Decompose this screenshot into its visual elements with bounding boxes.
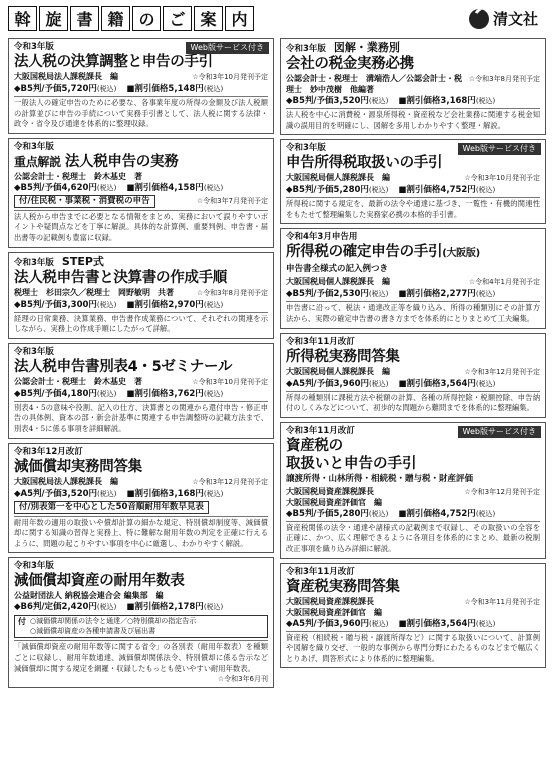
discount-tax: (税込) <box>203 389 224 398</box>
publication-date: ☆令和3年12月発刊予定 <box>464 487 540 496</box>
price <box>14 488 117 500</box>
price-tax: (税込) <box>97 489 117 498</box>
edition-text: 令和3年11月改訂 <box>286 336 355 347</box>
title-text: 法人税申告書と決算書の作成手順 <box>14 269 227 286</box>
publication-date: ☆令和3年10月発刊予定 <box>192 377 268 386</box>
book-entry[interactable] <box>280 139 546 224</box>
book-title <box>286 348 540 366</box>
discount-tax: (税込) <box>475 290 496 299</box>
author-row <box>286 486 540 508</box>
edition-text: 令和3年版 <box>14 42 54 52</box>
book-description: 一般法人の確定申告のために必要な、各事業年度の所得の金額及び法人税額の計算並びに申告の手続について実務手引書として、法人税に関する法律・政令・省令及び通達を体系的に整理収録。 <box>14 98 268 129</box>
discount-tax: (税込) <box>475 509 496 518</box>
discount-tax: (税込) <box>203 603 224 612</box>
edition-label <box>14 561 268 572</box>
edition-extra: STEP式 <box>61 254 104 268</box>
book-entry[interactable] <box>8 252 274 339</box>
title-text: 減価償却実務問答集 <box>14 458 142 475</box>
edition-label <box>14 256 268 269</box>
discount-price <box>126 601 223 613</box>
sub-row <box>14 194 268 209</box>
appendix-box <box>14 615 268 638</box>
discount-value: ■割引価格3,564円 <box>398 618 476 629</box>
price <box>286 95 388 107</box>
book-author: 大阪国税局法人課税課長 編 <box>14 476 118 486</box>
author-row <box>14 590 268 601</box>
price <box>14 299 116 311</box>
publication-date: ☆令和3年8月発刊予定 <box>196 288 268 297</box>
title-char: の <box>132 6 161 31</box>
edition-text: 令和3年11月改訂 <box>286 566 355 577</box>
book-author: 公認会計士・税理士 鈴木基史 著 <box>14 171 142 181</box>
edition-label <box>286 232 540 243</box>
book-author: 公認会計士・税理士 溝端浩人／公認会計士・税理士 妙中茂樹 他編著 <box>286 74 462 94</box>
divider <box>14 401 268 402</box>
publication-date: ☆令和4年1月発刊予定 <box>468 278 540 287</box>
divider <box>286 301 540 302</box>
price-tax: (税込) <box>368 97 389 105</box>
right-column <box>280 38 546 672</box>
edition-text: 令和3年12月改訂 <box>14 446 83 457</box>
price <box>286 288 388 300</box>
discount-value: ■割引価格3,168円 <box>398 96 476 106</box>
author-row <box>286 73 540 95</box>
book-author: 大阪国税局資産課税課長 大阪国税局資産評価官 編 <box>286 486 382 507</box>
appendix-item: ○減価償却資産の各種申請書及び届出書 <box>30 626 156 635</box>
publication-date: ☆令和3年8月発刊予定 <box>468 75 540 83</box>
book-entry[interactable] <box>280 333 546 418</box>
discount-value: ■割引価格4,752円 <box>398 508 476 519</box>
web-service-badge: Web版サービス付き <box>458 143 541 155</box>
web-service-badge: Web版サービス付き <box>458 426 541 438</box>
price-tax: (税込) <box>96 603 117 612</box>
divider <box>14 96 268 97</box>
divider <box>14 516 268 517</box>
discount-value: ■割引価格3,762円 <box>126 388 204 399</box>
title-char: 旋 <box>39 6 68 31</box>
price-row <box>14 83 268 95</box>
title-text: 減価償却資産の耐用年数表 <box>14 573 185 590</box>
book-description: 所得税に関する規定を、最新の法令や通達に基づき、一覧性・有機的関連性をもたせて整理編集した実務家必携の本格的手引書。 <box>286 199 540 219</box>
book-entry[interactable] <box>280 228 546 328</box>
title-char: 案 <box>194 6 223 31</box>
edition-label <box>14 447 268 458</box>
sub-date: ☆令和3年7月発刊予定 <box>196 196 268 205</box>
edition-label <box>286 42 540 55</box>
price <box>14 83 116 95</box>
edition-text: 令和3年版 <box>14 346 54 357</box>
edition-extra: 図解・業務別 <box>333 41 400 54</box>
edition-text: 令和3年版 <box>286 44 326 54</box>
book-entry[interactable] <box>8 443 274 554</box>
edition-label <box>286 337 540 348</box>
book-description: 資産税関係の法令・通達や諸様式の記載例まで収録し、その取扱いの全容を正確に、かつ、広く理解できるように各項目を体系的にまとめ、最新の税制改正事項を織り込み詳細に解説。 <box>286 522 540 553</box>
title-prefix: 重点解説 <box>14 154 61 169</box>
book-entry[interactable] <box>8 138 274 248</box>
price-tax: (税込) <box>96 300 117 309</box>
book-entry[interactable] <box>280 563 546 669</box>
discount-tax: (税込) <box>475 186 496 195</box>
price-row <box>14 299 268 311</box>
title-text: 法人税申告の実務 <box>64 153 179 170</box>
edition-text: 令和3年11月改訂 <box>286 425 355 436</box>
book-subtitle: 付/別表第一を中心とした50音順耐用年数早見表 <box>14 501 209 514</box>
price-row <box>286 95 540 107</box>
divider <box>286 108 540 109</box>
book-description: 法人税を中心に消費税・源泉所得税・資産税など会社業務に関連する税金知識の誤用目的を明確にし、図解を多用しわかりやすく整理・解説。 <box>286 110 540 130</box>
price-value: ◆B5判/予価4,620円 <box>14 182 97 193</box>
divider <box>286 631 540 632</box>
author-row <box>14 376 268 388</box>
price-row <box>14 488 268 500</box>
publisher-logo <box>469 8 538 29</box>
author-row <box>286 276 540 288</box>
book-title <box>286 154 540 172</box>
book-title <box>286 437 540 455</box>
divider <box>286 391 540 392</box>
title-suffix: (大阪版) <box>442 248 480 260</box>
price-row <box>286 378 540 390</box>
publication-date: ☆令和3年12月発刊予定 <box>192 477 268 486</box>
appendix-list <box>30 617 196 636</box>
edition-text: 令和3年版 <box>14 141 54 152</box>
price-row <box>14 601 268 613</box>
title-char: 内 <box>225 6 254 31</box>
book-author: 大阪国税局個人課税課長 編 <box>286 366 390 376</box>
edition-label <box>14 347 268 358</box>
discount-value: ■割引価格2,277円 <box>398 289 476 300</box>
publication-date: ☆令和3年10月発刊予定 <box>192 73 268 81</box>
discount-tax: (税込) <box>203 85 224 93</box>
author-row <box>286 366 540 378</box>
price-value: ◆B5判/予価3,520円 <box>286 96 369 106</box>
book-author: 大阪国税局個人課税課長 編 <box>286 277 390 287</box>
price <box>14 182 116 194</box>
title-text: 会社の税金実務必携 <box>286 56 414 72</box>
book-author: 税理士 杉田宗久／税理士 岡野敏明 共著 <box>14 287 174 297</box>
book-author: 大阪国税局個人課税課長 編 <box>286 173 390 183</box>
book-title-line2: 取扱いと申告の手引 <box>286 455 417 472</box>
edition-label <box>14 142 268 153</box>
price-value: ◆B5判/予価3,300円 <box>14 299 97 310</box>
edition-text: 令和3年版 <box>286 143 326 154</box>
discount-value: ■割引価格3,564円 <box>398 378 476 389</box>
price-tax: (税込) <box>96 85 117 93</box>
price <box>286 618 389 630</box>
book-description: 所得の種類別に課税方法や税額の計算、各種の所得控除・税額控除、申告納付のしくみなどについて、初歩的な問題から難問までを体系的に整理編集。 <box>286 392 540 413</box>
book-entry[interactable] <box>280 38 546 135</box>
edition-text: 令和3年版 <box>14 561 54 572</box>
book-description: 資産税（相続税・贈与税・譲渡所得など）に関する取扱いについて、計算例や図解を織り交ぜ、一般的な事例から専門分野にわたるものなどまで幅広くとりあげ、問答形式により体系的に整理編集。 <box>286 632 540 663</box>
price-tax: (税込) <box>96 389 117 398</box>
price <box>14 388 116 400</box>
book-description: 別表4・5の意味や役割、記入の仕方、決算書との関連から還付申告・修正申告の具体例、資本の部・新会計基準に関連する申告調整時の記載方法まで、別表4・5に係る事項を詳細解説。 <box>14 402 268 433</box>
discount-tax: (税込) <box>475 619 496 628</box>
discount-tax: (税込) <box>203 183 224 192</box>
discount-price <box>398 95 495 107</box>
price <box>14 601 116 613</box>
book-title <box>14 53 268 71</box>
author-row <box>14 171 268 182</box>
price <box>286 508 388 520</box>
price-value: ◆B5判/予価5,280円 <box>286 508 369 519</box>
divider <box>286 521 540 522</box>
price-tax: (税込) <box>369 619 389 628</box>
price-value: ◆B5判/予価2,530円 <box>286 289 369 300</box>
edition-label <box>286 567 540 578</box>
price-tax: (税込) <box>96 183 117 192</box>
book-title <box>14 458 268 476</box>
price-row <box>14 182 268 194</box>
book-entry[interactable] <box>8 343 274 439</box>
appendix-label: 付 <box>18 617 26 627</box>
price-row <box>286 508 540 520</box>
title-text: 法人税申告書別表4・5ゼミナール <box>14 358 233 375</box>
book-title <box>286 578 540 596</box>
discount-tax: (税込) <box>203 300 224 309</box>
book-title <box>14 572 268 590</box>
book-author: 大阪国税局資産課税課長 大阪国税局資産評価官 編 <box>286 596 382 617</box>
book-author: 公益財団法人 納税協会連合会 編集部 編 <box>14 591 164 601</box>
discount-value: ■割引価格4,158円 <box>126 182 204 193</box>
price-value: ◆B5判/予価4,180円 <box>14 388 97 399</box>
discount-price <box>398 288 495 300</box>
title-char: 斡 <box>8 6 37 31</box>
book-subtitle: 譲渡所得・山林所得・相続税・贈与税・財産評価 <box>286 473 474 484</box>
discount-price <box>126 182 223 194</box>
discount-value: ■割引価格4,752円 <box>398 185 476 196</box>
price-row <box>286 288 540 300</box>
discount-price <box>398 508 495 520</box>
divider <box>14 210 268 211</box>
discount-value: ■割引価格3,168円 <box>126 488 204 499</box>
title-char: 書 <box>70 6 99 31</box>
price-tax: (税込) <box>369 379 389 388</box>
price-tax: (税込) <box>368 290 389 299</box>
book-description: 申告書に沿って、税法・通達改正等を織り込み、所得の種類別にその計算方法から、実際の確定申告書の書き方までを体系的にとりまとめて工夫編集。 <box>286 303 540 323</box>
description-date: ☆令和3年6月刊 <box>217 675 268 684</box>
discount-value: ■割引価格2,178円 <box>126 602 204 613</box>
discount-price <box>126 388 223 400</box>
book-title <box>14 269 268 287</box>
discount-value: ■割引価格2,970円 <box>126 299 204 310</box>
author-row <box>14 476 268 488</box>
price-value: ◆B5判/予価5,280円 <box>286 185 369 196</box>
price <box>286 378 389 390</box>
title-text: 資産税実務問答集 <box>286 578 400 595</box>
discount-value: ■割引価格5,148円 <box>126 84 204 94</box>
book-subtitle: 付/住民税・事業税・消費税の申告 <box>14 195 155 208</box>
book-title <box>286 243 540 263</box>
book-title <box>286 55 540 73</box>
title-text: 資産税の <box>286 437 343 454</box>
publication-date: ☆令和3年12月発刊予定 <box>464 367 540 376</box>
title-text: 申告所得税取扱いの手引 <box>286 155 443 172</box>
book-description: 「減価償却資産の耐用年数等に関する省令」の各別表（耐用年数表）を種類ごとに収録し、耐用年数通達、減価償却関係法令、特別償却に係る告示など減価償却に関する規定を網羅・収録したもっとも使いやすい耐用年数表。 <box>14 642 268 673</box>
book-description: 法人税から申告までに必要となる情報をまとめ、実務において誤りやすいポイントや疑問点などを丁寧に解説。具体的な計算例、重要判例、申告書・届出書等の記載例も豊富に収録。 <box>14 211 268 242</box>
publication-date: ☆令和3年11月発刊予定 <box>464 597 540 606</box>
price-value: ◆B5判/予価5,720円 <box>14 84 97 94</box>
publisher-logo-icon <box>469 9 489 29</box>
price-tax: (税込) <box>368 186 389 195</box>
title-char: ご <box>163 6 192 31</box>
page-title <box>8 6 254 31</box>
price-row <box>286 618 540 630</box>
edition-text: 令和4年3月申告用 <box>286 232 358 243</box>
discount-tax: (税込) <box>475 97 496 105</box>
publisher-name: 清文社 <box>492 10 538 28</box>
page-header <box>0 0 552 36</box>
title-text: 所得税の確定申告の手引 <box>286 244 443 261</box>
price-value: ◆B6判/定価2,420円 <box>14 602 97 613</box>
author-row <box>14 287 268 299</box>
price-row <box>14 388 268 400</box>
web-service-badge: Web版サービス付き <box>186 42 269 54</box>
book-title <box>14 153 268 171</box>
left-column <box>8 38 274 692</box>
title-text: 法人税の決算調整と申告の手引 <box>14 54 213 70</box>
price-tax: (税込) <box>368 509 389 518</box>
edition-text: 令和3年版 <box>14 257 54 268</box>
discount-price <box>126 83 223 95</box>
price-value: ◆A5判/予価3,960円 <box>286 378 370 389</box>
book-description: 耐用年数の適用の取扱いや償却計算の細かな規定、特別償却制度等、減価償却に関する知識の習得と実務上、特に難解な耐用年数の判定を正確に行えるように、問題の起こりやすい事項を中心に厳選し、わかりやすく解説。 <box>14 517 268 548</box>
divider <box>286 197 540 198</box>
book-title <box>14 358 268 376</box>
book-entry[interactable] <box>8 557 274 688</box>
book-description: 経理の日常業務、決算業務、申告書作成業務について、それぞれの関連を示しながら、実務上の作成手順にしたがって詳解。 <box>14 313 268 334</box>
price-row <box>286 184 540 196</box>
price-value: ◆A5判/予価3,960円 <box>286 618 370 629</box>
discount-price <box>399 618 496 630</box>
title-text: 所得税実務問答集 <box>286 348 400 365</box>
author-row <box>14 71 268 83</box>
author-row <box>286 172 540 184</box>
book-entry[interactable] <box>280 422 546 559</box>
discount-price <box>126 299 223 311</box>
book-entry[interactable] <box>8 38 274 134</box>
title-char: 籍 <box>101 6 130 31</box>
divider <box>14 312 268 313</box>
price <box>286 184 388 196</box>
author-row <box>286 596 540 618</box>
book-author: 大阪国税局法人課税課長 編 <box>14 72 118 81</box>
discount-tax: (税込) <box>475 379 496 388</box>
discount-price <box>127 488 224 500</box>
price-value: ◆A5判/予価3,520円 <box>14 488 98 499</box>
appendix-item: ○減価償却関係の法令と通達／○特別償却の指定告示 <box>30 617 197 626</box>
discount-price <box>399 378 496 390</box>
discount-tax: (税込) <box>203 489 224 498</box>
book-author: 公認会計士・税理士 鈴木基史 著 <box>14 376 142 386</box>
publication-date: ☆令和3年10月発刊予定 <box>464 174 540 183</box>
divider <box>14 640 268 641</box>
book-subtitle: 申告書全様式の記入例つき <box>286 264 389 275</box>
discount-price <box>398 184 495 196</box>
sub-row <box>14 500 268 515</box>
